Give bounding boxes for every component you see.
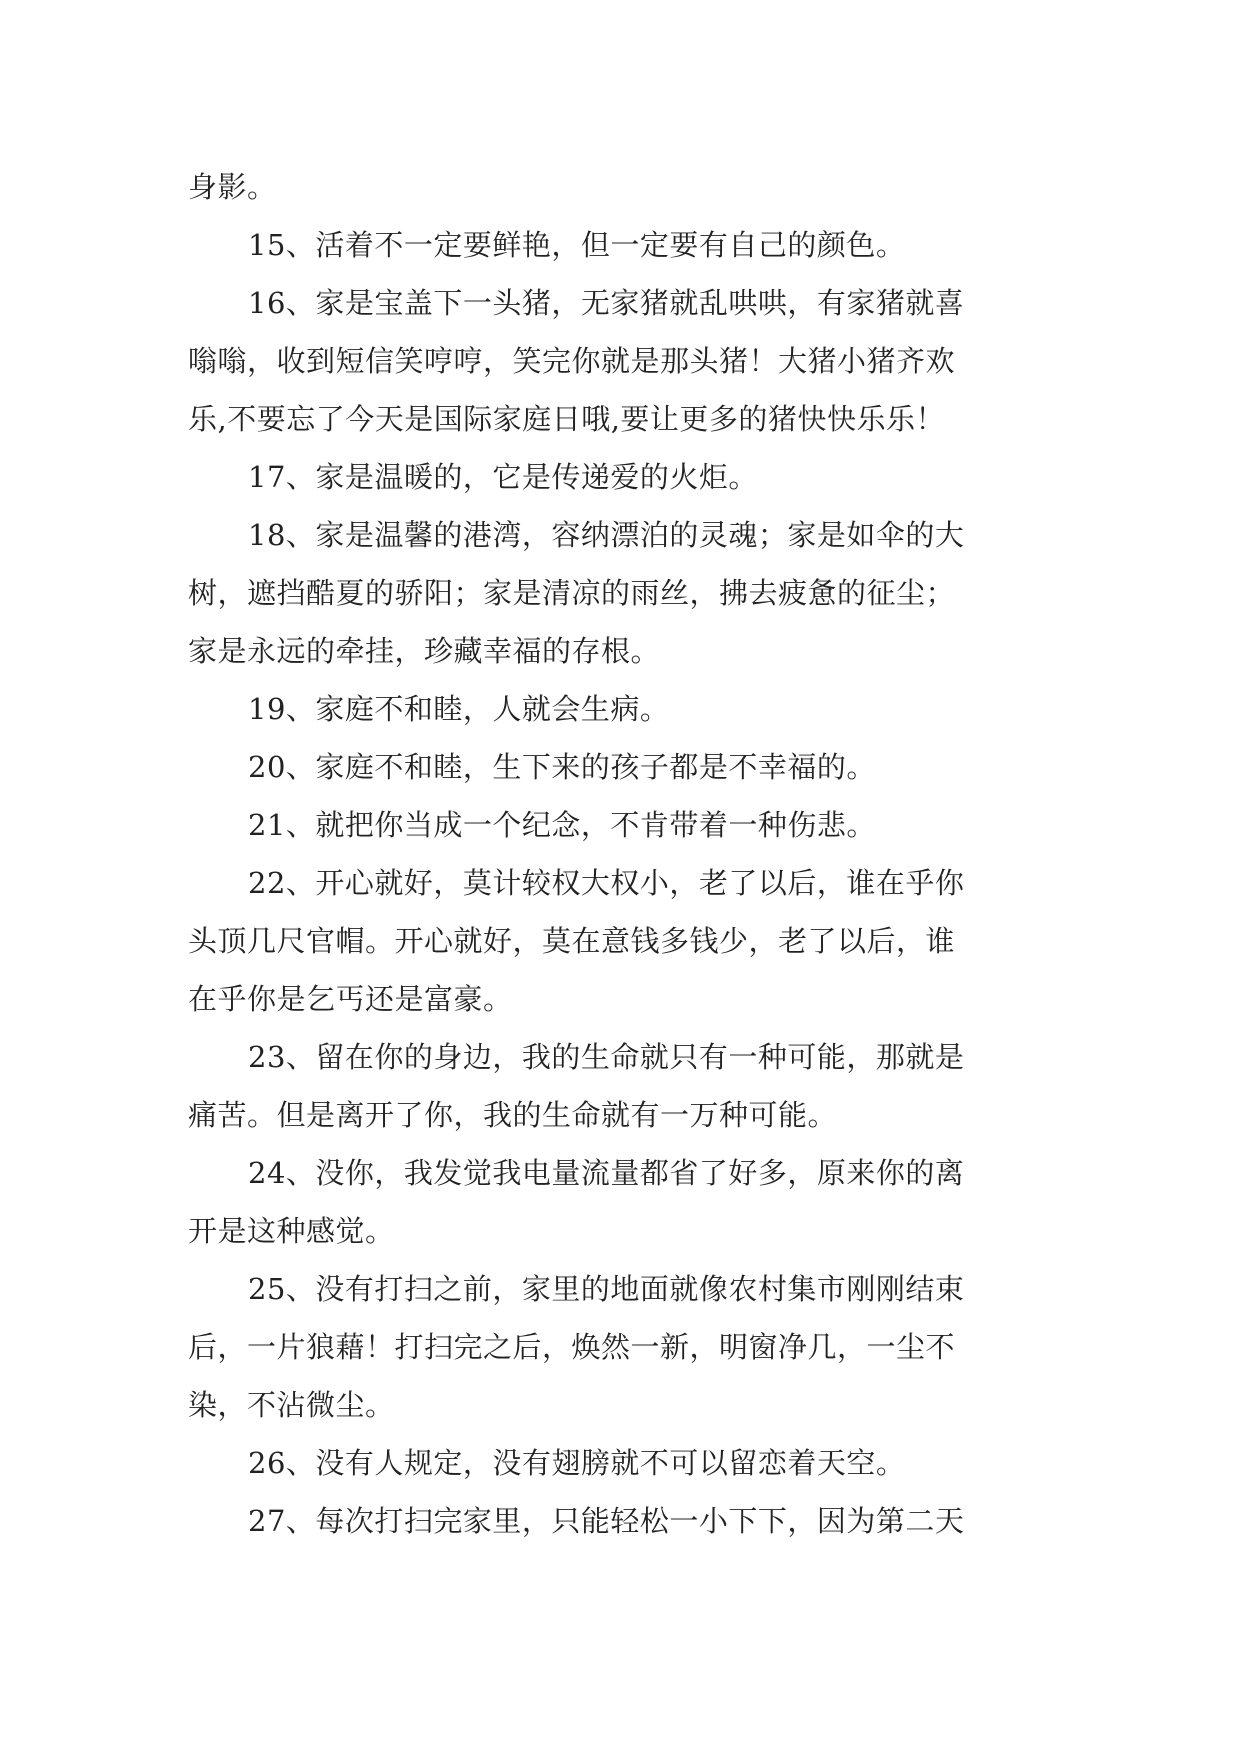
paragraph-first-line: 23、留在你的身边，我的生命就只有一种可能，那就是 xyxy=(248,1040,965,1074)
paragraph-line: 痛苦。但是离开了你，我的生命就有一万种可能。 xyxy=(188,1098,838,1132)
paragraph-first-line: 27、每次打扫完家里，只能轻松一小下下，因为第二天 xyxy=(248,1504,965,1538)
paragraph-first-line: 22、开心就好，莫计较权大权小，老了以后，谁在乎你 xyxy=(248,866,965,900)
paragraph-line: 染，不沾微尘。 xyxy=(188,1388,395,1422)
document-body xyxy=(188,158,1056,1550)
paragraph-line: 头顶几尺官帽。开心就好，莫在意钱多钱少，老了以后，谁 xyxy=(188,924,956,958)
paragraph-first-line: 身影。 xyxy=(188,170,277,204)
paragraph-line: 嗡嗡，收到短信笑哼哼，笑完你就是那头猪！大猪小猪齐欢 xyxy=(188,344,956,378)
paragraph-line: 乐,不要忘了今天是国际家庭日哦,要让更多的猪快快乐乐！ xyxy=(188,402,945,436)
paragraph-first-line: 21、就把你当成一个纪念，不肯带着一种伤悲。 xyxy=(248,808,876,842)
paragraph-first-line: 18、家是温馨的港湾，容纳漂泊的灵魂；家是如伞的大 xyxy=(248,518,965,552)
paragraph-first-line: 25、没有打扫之前，家里的地面就像农村集市刚刚结束 xyxy=(248,1272,965,1306)
paragraph-first-line: 24、没你，我发觉我电量流量都省了好多，原来你的离 xyxy=(248,1156,965,1190)
paragraph-first-line: 15、活着不一定要鲜艳，但一定要有自己的颜色。 xyxy=(248,228,906,262)
paragraph-first-line: 20、家庭不和睦，生下来的孩子都是不幸福的。 xyxy=(248,750,876,784)
paragraph-first-line: 19、家庭不和睦，人就会生病。 xyxy=(248,692,670,726)
paragraph-line: 开是这种感觉。 xyxy=(188,1214,395,1248)
paragraph-line: 家是永远的牵挂，珍藏幸福的存根。 xyxy=(188,634,661,668)
paragraph-first-line: 16、家是宝盖下一头猪，无家猪就乱哄哄，有家猪就喜 xyxy=(248,286,965,320)
paragraph-line: 在乎你是乞丐还是富豪。 xyxy=(188,982,513,1016)
paragraph-first-line: 17、家是温暖的，它是传递爱的火炬。 xyxy=(248,460,758,494)
paragraph-line: 树，遮挡酷夏的骄阳；家是清凉的雨丝，拂去疲惫的征尘； xyxy=(188,576,956,610)
paragraph-line: 后，一片狼藉！打扫完之后，焕然一新，明窗净几，一尘不 xyxy=(188,1330,956,1364)
paragraph-first-line: 26、没有人规定，没有翅膀就不可以留恋着天空。 xyxy=(248,1446,906,1480)
